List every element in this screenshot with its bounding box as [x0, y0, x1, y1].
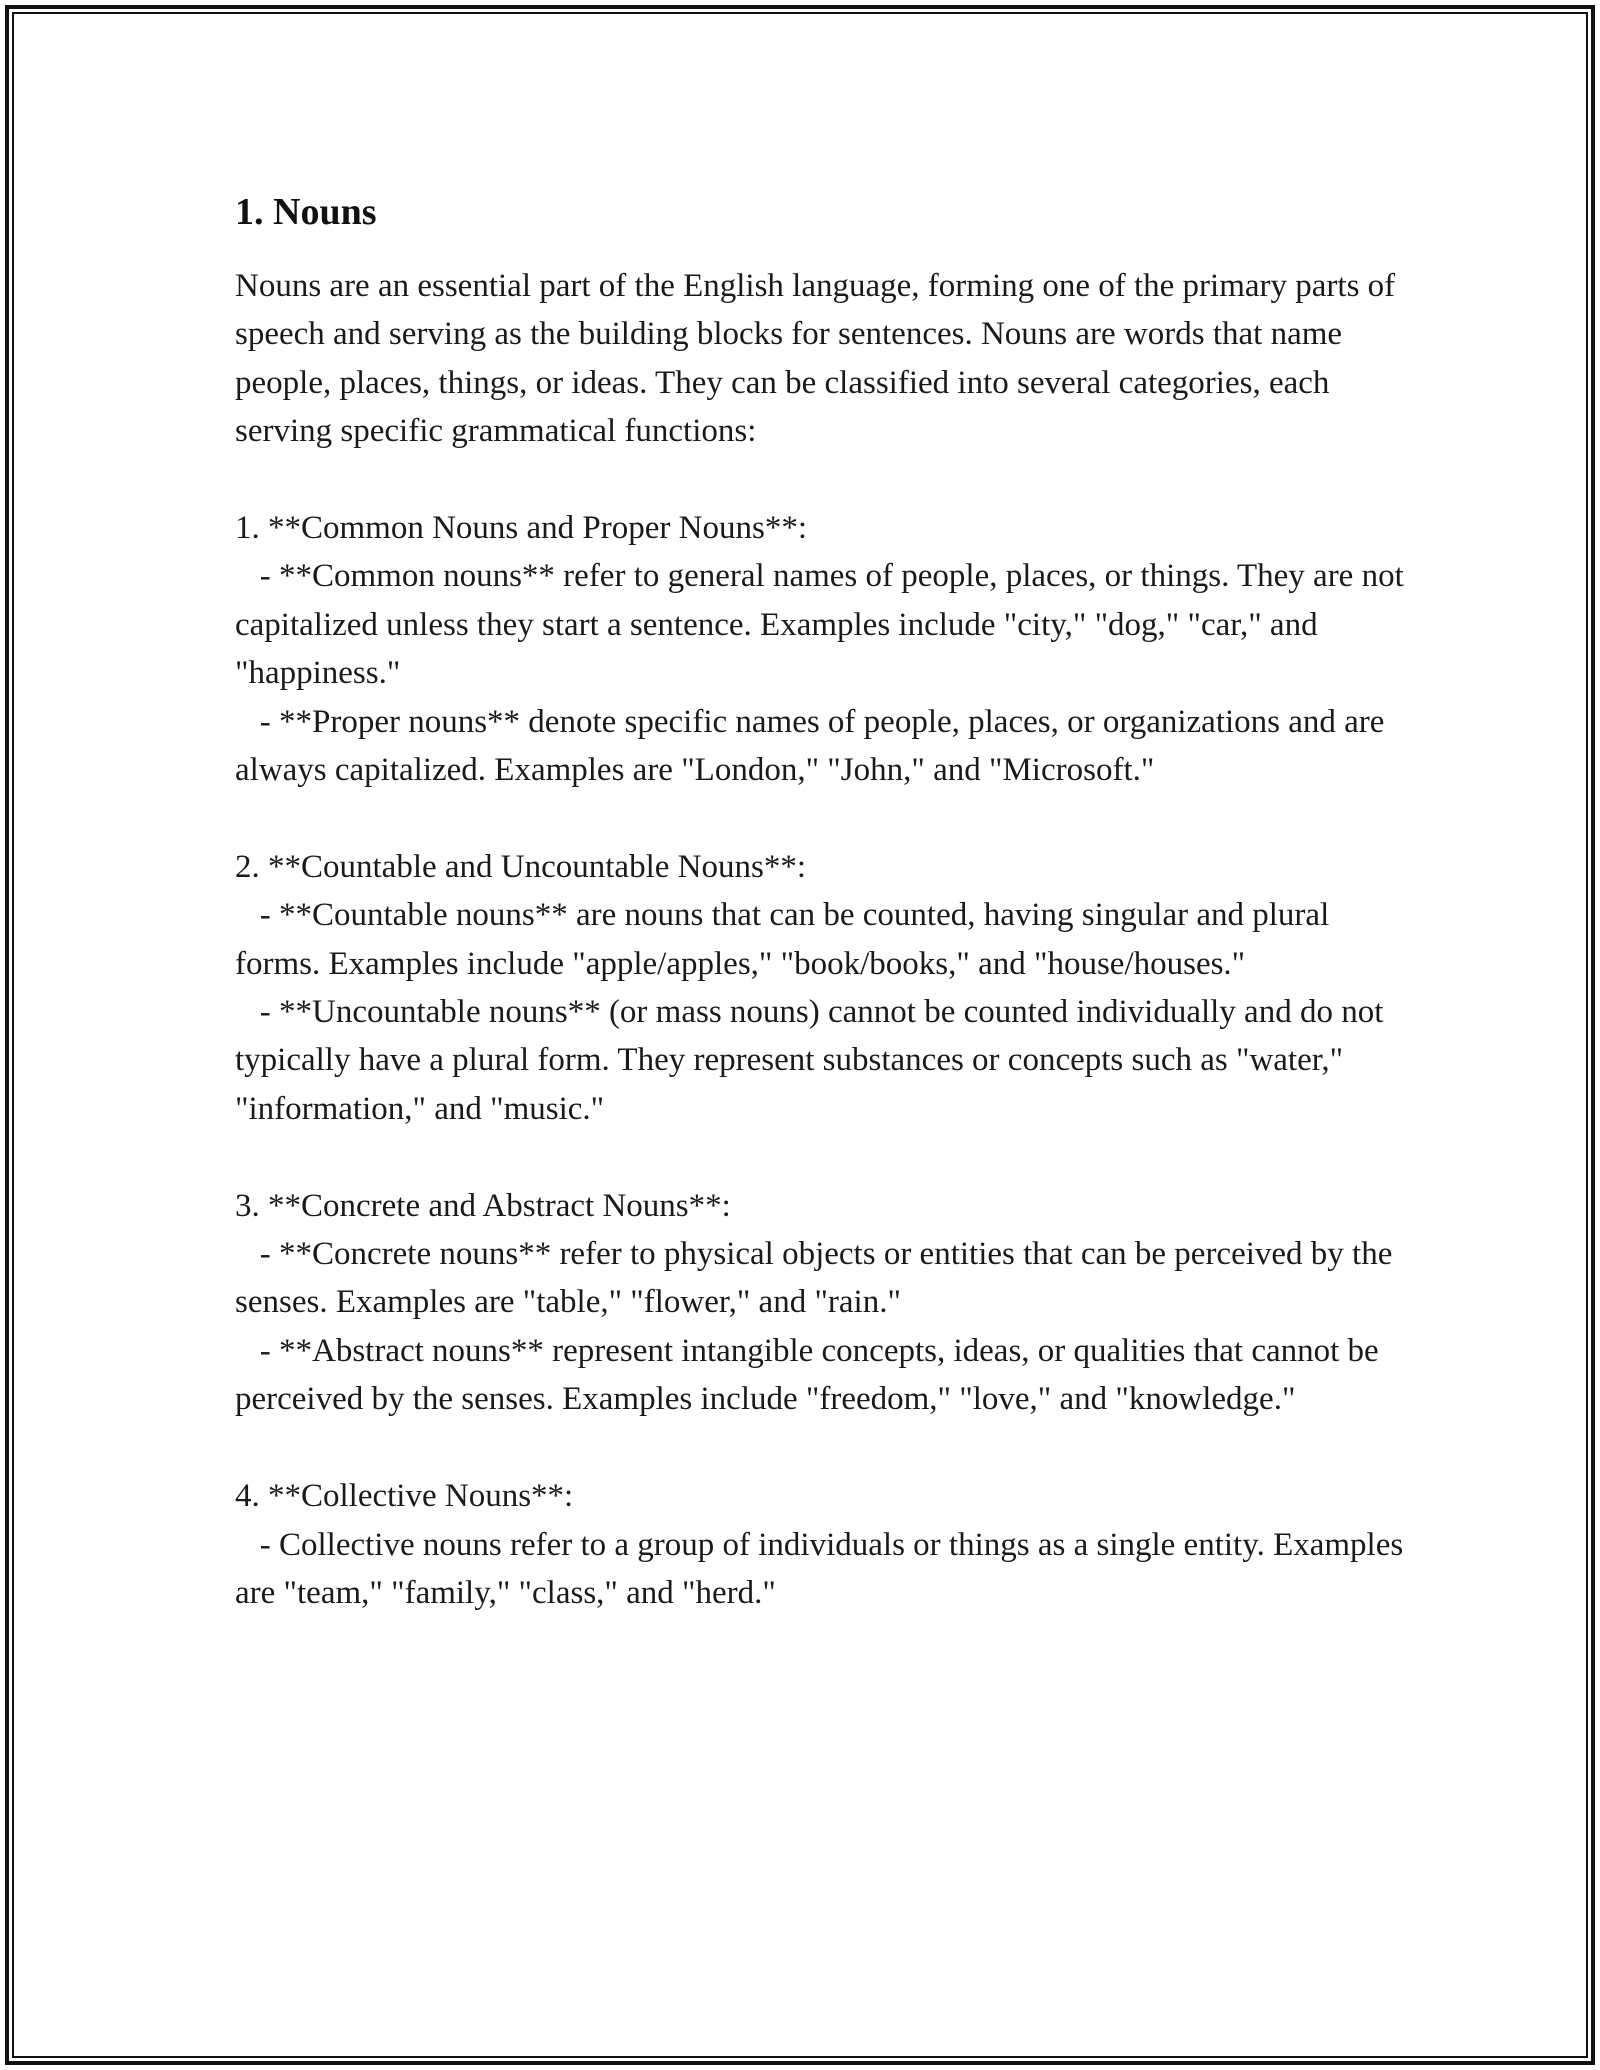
- spacer: [235, 1424, 1415, 1472]
- spacer: [235, 1133, 1415, 1181]
- section-countable-uncountable: [235, 843, 1415, 1133]
- list-item: - **Common nouns** refer to general names of people, places, or things. They are not capitalized unless they start a sentence. Examples include "city," "dog," "car," and "happiness.": [235, 558, 1412, 692]
- document-body: [235, 186, 1415, 1617]
- spacer: [235, 794, 1415, 842]
- list-item: - Collective nouns refer to a group of individuals or things as a single entity. Examples are "team," "family," "class," and "herd.": [235, 1526, 1412, 1611]
- list-item: - **Countable nouns** are nouns that can be counted, having singular and plural forms. Examples include "apple/apples," "book/books," and "house/houses.": [235, 897, 1338, 982]
- section-title: 1. **Common Nouns and Proper Nouns**:: [235, 510, 807, 547]
- intro-paragraph: Nouns are an essential part of the English language, forming one of the primary parts of speech and serving as the building blocks for sentences. Nouns are words that name people, places, things, or ideas. They can be classified into several categories, each serving specific grammatical functions:: [235, 268, 1404, 450]
- section-concrete-abstract: [235, 1182, 1415, 1424]
- list-item: - **Uncountable nouns** (or mass nouns) cannot be counted individually and do not typically have a plural form. They represent substances or concepts such as "water," "information," and "music.": [235, 994, 1392, 1127]
- spacer: [235, 456, 1415, 504]
- list-item: - **Concrete nouns** refer to physical objects or entities that can be perceived by the senses. Examples are "table," "flower," and "rain.": [235, 1236, 1401, 1321]
- list-item: - **Abstract nouns** represent intangible concepts, ideas, or qualities that cannot be perceived by the senses. Examples include "freedom," "love," and "knowledge.": [235, 1332, 1387, 1418]
- section-title: 2. **Countable and Uncountable Nouns**:: [235, 848, 806, 885]
- page-title: 1. Nouns: [235, 191, 377, 233]
- section-collective: [235, 1472, 1415, 1617]
- section-title: 3. **Concrete and Abstract Nouns**:: [235, 1187, 731, 1224]
- section-common-proper: [235, 504, 1415, 794]
- section-title: 4. **Collective Nouns**:: [235, 1478, 574, 1515]
- list-item: - **Proper nouns** denote specific names of people, places, or organizations and are always capitalized. Examples are "London," "John," and "Microsoft.": [235, 703, 1393, 789]
